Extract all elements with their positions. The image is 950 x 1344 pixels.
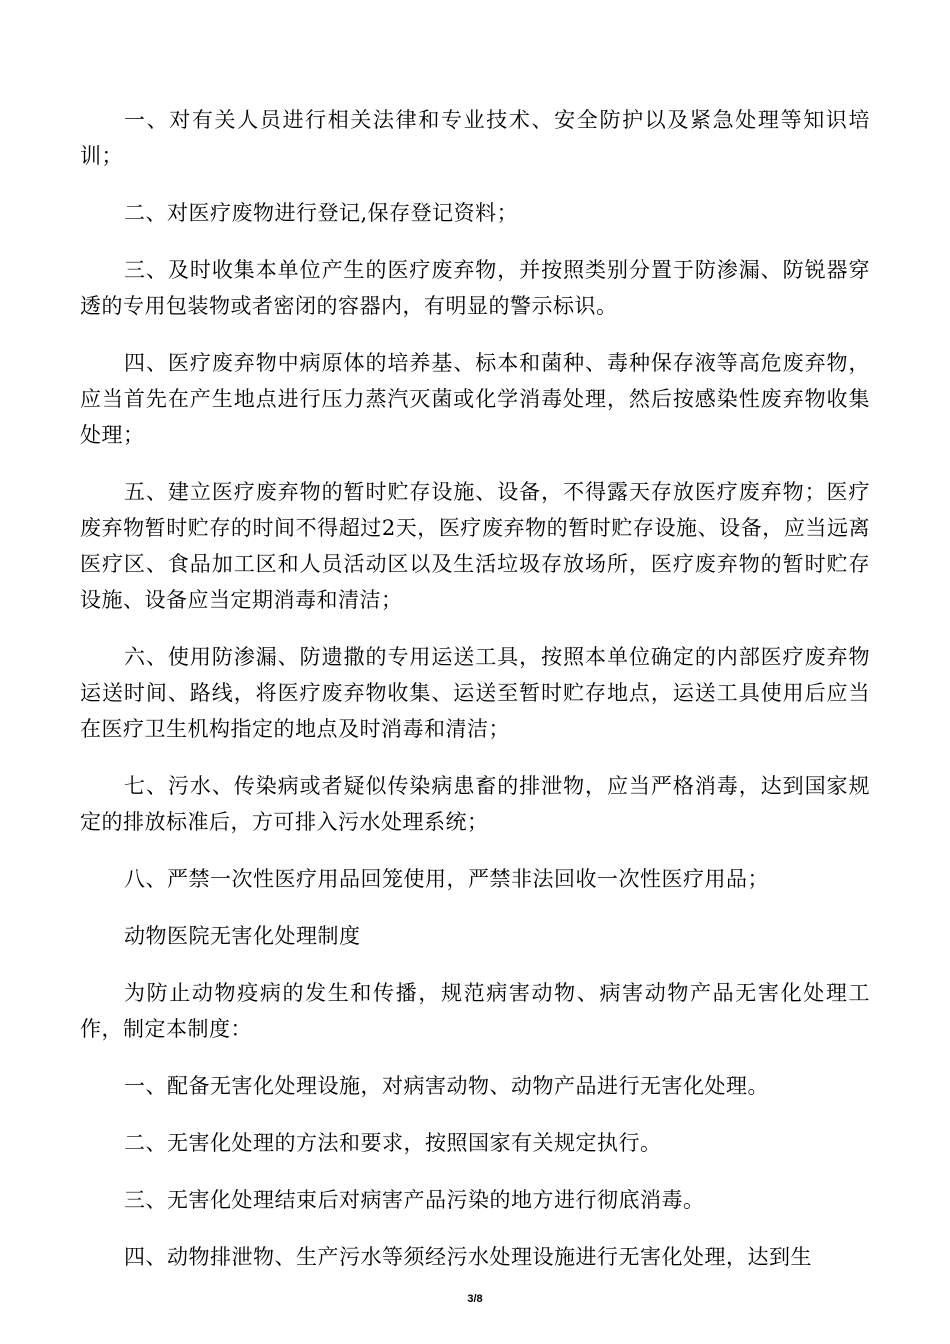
document-body — [80, 102, 870, 1296]
paragraph-7: 七、污水、传染病或者疑似传染病患畜的排泄物，应当严格消毒，达到国家规定的排放标准后，方可排入污水处理系统； — [80, 774, 870, 834]
paragraph-3: 三、及时收集本单位产生的医疗废弃物，并按照类别分置于防渗漏、防锐器穿透的专用包装物或者密闭的容器内，有明显的警示标识。 — [80, 258, 870, 318]
paragraph-12: 二、无害化处理的方法和要求，按照国家有关规定执行。 — [124, 1131, 662, 1155]
page-number: 3/8 — [467, 1293, 483, 1305]
paragraph-13: 三、无害化处理结束后对病害产品污染的地方进行彻底消毒。 — [124, 1188, 705, 1212]
paragraph-14: 四、动物排泄物、生产污水等须经污水处理设施进行无害化处理，达到生 — [124, 1245, 812, 1269]
paragraph-intro: 为防止动物疫病的发生和传播，规范病害动物、病害动物产品无害化处理工作，制定本制度： — [80, 981, 870, 1041]
paragraph-8: 八、严禁一次性医疗用品回笼使用，严禁非法回收一次性医疗用品； — [124, 867, 769, 891]
paragraph-5: 五、建立医疗废弃物的暂时贮存设施、设备，不得露天存放医疗废弃物；医疗废弃物暂时贮存的时间不得超过2天，医疗废弃物的暂时贮存设施、设备，应当远离医疗区、食品加工区和人员活动区以及生活垃圾存放场所，医疗废弃物的暂时贮存设施、设备应当定期消毒和清洁； — [80, 480, 870, 612]
paragraph-2: 二、对医疗废物进行登记,保存登记资料； — [124, 201, 519, 225]
paragraph-11: 一、配备无害化处理设施，对病害动物、动物产品进行无害化处理。 — [124, 1074, 769, 1098]
paragraph-1: 一、对有关人员进行相关法律和专业技术、安全防护以及紧急处理等知识培训； — [80, 108, 870, 168]
paragraph-6: 六、使用防渗漏、防遗撒的专用运送工具，按照本单位确定的内部医疗废弃物运送时间、路线，将医疗废弃物收集、运送至暂时贮存地点，运送工具使用后应当在医疗卫生机构指定的地点及时消毒和清洁； — [80, 645, 870, 741]
paragraph-4: 四、医疗废弃物中病原体的培养基、标本和菌种、毒种保存液等高危废弃物，应当首先在产生地点进行压力蒸汽灭菌或化学消毒处理，然后按感染性废弃物收集处理； — [80, 351, 870, 447]
section-heading: 动物医院无害化处理制度 — [124, 924, 361, 948]
